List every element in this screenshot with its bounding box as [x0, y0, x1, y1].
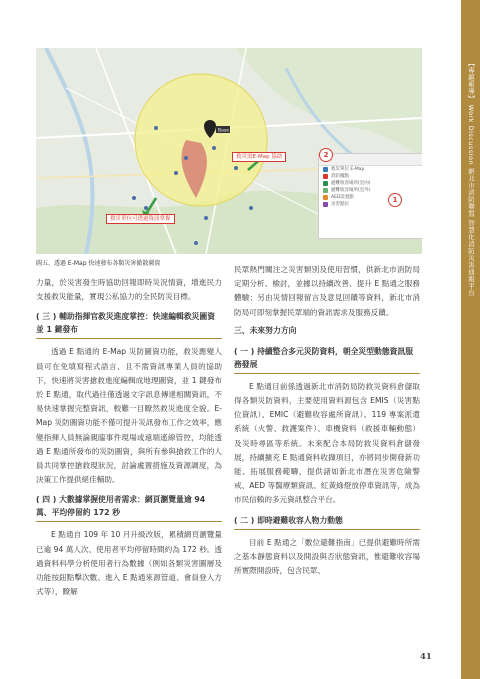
legend-row [319, 180, 422, 187]
intro-paragraph: 力量，於災害發生時協助回報即時災況情資，增進民力支援救災能量，實現公私協力的全民防災目標。 [36, 278, 222, 302]
right-column [234, 263, 420, 578]
aed-icon [323, 195, 328, 200]
legend-row [319, 166, 422, 173]
page-number: 41 [420, 652, 432, 662]
legend-row-label: 救災單位 E-Map [331, 167, 365, 172]
layer-icon [323, 167, 328, 172]
legend-panel [318, 153, 422, 239]
callout-bottom-label: 救災單位可透過資訊掌握 [106, 214, 175, 224]
legend-title [319, 154, 422, 166]
continuation-paragraph: 民眾熱門關注之災害類別及使用習慣，供新北市消防局定期分析、檢討，並據以持續改善、提升 E 點通之服務體驗；另由災情回報留言及意見回饋等資料，新北市消防局可即刻掌握民眾端的資訊需求及服務反饋。 [234, 265, 420, 317]
section-3-title: ( 三 ) 輔助指揮官救災進度掌控：快速編輯救災圖資並 1 鍵發布 [36, 310, 222, 339]
legend-row-label: 消防據點 [331, 174, 349, 179]
shelter-outdoor-icon [323, 188, 328, 193]
legend-row-label: AED設置點 [331, 195, 354, 200]
section-4-title: ( 四 ) 大數據掌握使用者需求：網頁瀏覽量逾 94 萬、平均停留約 172 秒 [36, 493, 222, 522]
legend-row-label: 避難收容場所(室內) [331, 181, 371, 186]
future-section-1-title: ( 一 ) 持續整合多元災防資料，朝全災型動態資訊服務發展 [234, 345, 420, 374]
fire-station-icon [323, 174, 328, 179]
future-section-2-title: ( 二 ) 即時避難收容人物力動態 [234, 514, 420, 530]
left-column [36, 276, 222, 599]
legend-row [319, 201, 422, 208]
callout-top-label: 救災需E-Map 協助 [232, 152, 286, 162]
legend-row [319, 194, 422, 201]
section-3-body: 透過 E 點通的 E-Map 災防圖資功能，救災應變人員可在免填寫程式語言、且不需資訊專業人員的協助下，快速將災害搶救進度編輯成地理圖資，並 1 鍵發布於 E 點通，取代過往僅透過文字訊息傳達相關資訊，不易快速掌握完整資訊，較難一目瞭然救災進度全貌。E-Map 災防圖資功能不僅可提升災訊發布工作之效率，應變指揮人員無論親臨事件現場或遠端遙線管控，均能透過 E 點通所發布的災防圖資，與所有參與搶救工作的人員共同掌控搶救現狀況，討論處置措施及資源調度，為決策工作提供絕佳輔助。 [36, 347, 222, 485]
number-badge: 2 [319, 148, 333, 162]
future-section-2-body: 目前 E 點通之「數位避難指南」已提供避難時所需之基本靜態資料以及開設與否狀態資訊，惟避難收容場所實際開設時，包含民眾、 [234, 537, 420, 576]
figure-map [36, 48, 422, 254]
section-4-body: E 點通自 109 年 10 月升級改版，累積網頁瀏覽量已逾 94 萬人次、使用者平均停留時間約為 172 秒。透過資料科學分析使用者行為數據（例如各類災害圖層及功能按鈕點擊次數、進入 E 點通來源管道、會員登入方式等），瞭解 [36, 530, 222, 597]
legend-row-label: 避難收容場所(室外) [331, 188, 371, 193]
sidebar-running-header: 【專題報導】 Work Discussion 新北市消防聯盟 智慧化消防災害通報平台 [467, 60, 475, 297]
heading-3: 三、未來努力方向 [234, 325, 297, 335]
shelter-indoor-icon [323, 181, 328, 186]
legend-row [319, 187, 422, 194]
figure-caption: 圖五、透過 E-Map 快速發布各類災害撤散圖資 [36, 260, 161, 267]
number-badge: 1 [388, 193, 402, 207]
legend-row [319, 173, 422, 180]
disaster-point-icon [323, 202, 328, 207]
future-section-1-body: E 點通目前係透過新北市消防局防救災資料倉儲取得各類災防資料，主要使用資料源包含 EMIS（災害點位資訊）、EMIC（避難收容處所資訊）、119 專案派遣系統（火警、救護案件）、車機資料（救援車輛動態）及災時尋區等系統。未來配合本局防救災資料倉儲發展，持續擴充 E 點通資料收擷項目，亦將同步開發新功能、拓展服務範疇，提供諸如新北市潛在災害危險警戒、AED 等醫療類資訊、紅黃綠燈放停車資訊等，成為市民信賴的多元資訊整合平台。 [234, 381, 420, 505]
map-marker-label: Base [218, 128, 229, 134]
legend-row-label: 災害點位 [331, 202, 349, 207]
